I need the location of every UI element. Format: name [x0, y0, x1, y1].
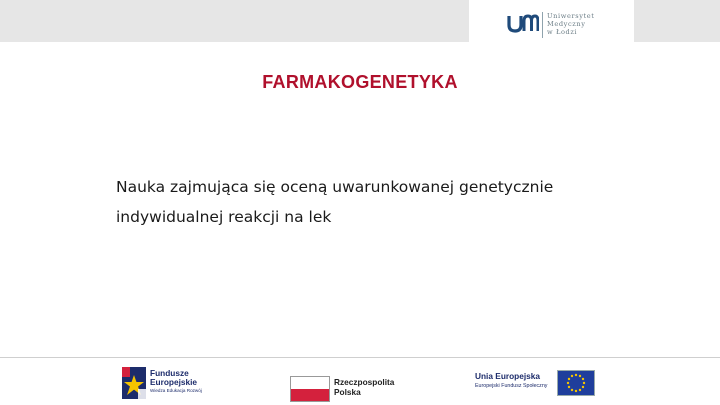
unia-europejska-logo: [470, 366, 600, 400]
fe-label: [150, 369, 202, 394]
um-logo-icon: [507, 12, 539, 34]
slide-body: [116, 172, 676, 232]
polish-flag-icon: [290, 376, 330, 402]
body-line: Nauka zajmująca się oceną uwarunkowanej genetycznie: [116, 178, 554, 196]
ue-subline: Europejski Fundusz Społeczny: [475, 383, 548, 389]
footer-divider: [0, 357, 720, 358]
eu-flag-icon: [557, 370, 595, 396]
university-name: [547, 12, 595, 36]
university-name-line: Uniwersytet: [547, 12, 595, 20]
eu-stars-icon: [558, 371, 594, 395]
fundusze-europejskie-logo: [122, 366, 237, 400]
rzeczpospolita-logo: [290, 366, 410, 400]
rp-label: [334, 377, 394, 397]
slide-title: FARMAKOGENETYKA: [262, 72, 458, 92]
ue-label: [475, 371, 547, 391]
university-name-line: Medyczny: [547, 20, 586, 28]
footer-logos: [0, 360, 720, 405]
rp-line: Polska: [334, 387, 361, 397]
university-name-line: w Łodzi: [547, 28, 578, 36]
university-logo: [469, 0, 634, 42]
fe-line: Europejskie: [150, 377, 198, 387]
fe-line: Fundusze: [150, 368, 189, 378]
logo-divider: [542, 12, 543, 38]
ue-line: Unia Europejska: [475, 371, 541, 381]
fe-subline: Wiedza Edukacja Rozwój: [150, 388, 202, 393]
fe-star-icon: [122, 366, 148, 400]
body-line: indywidualnej reakcji na lek: [116, 208, 332, 226]
rp-line: Rzeczpospolita: [334, 377, 395, 387]
